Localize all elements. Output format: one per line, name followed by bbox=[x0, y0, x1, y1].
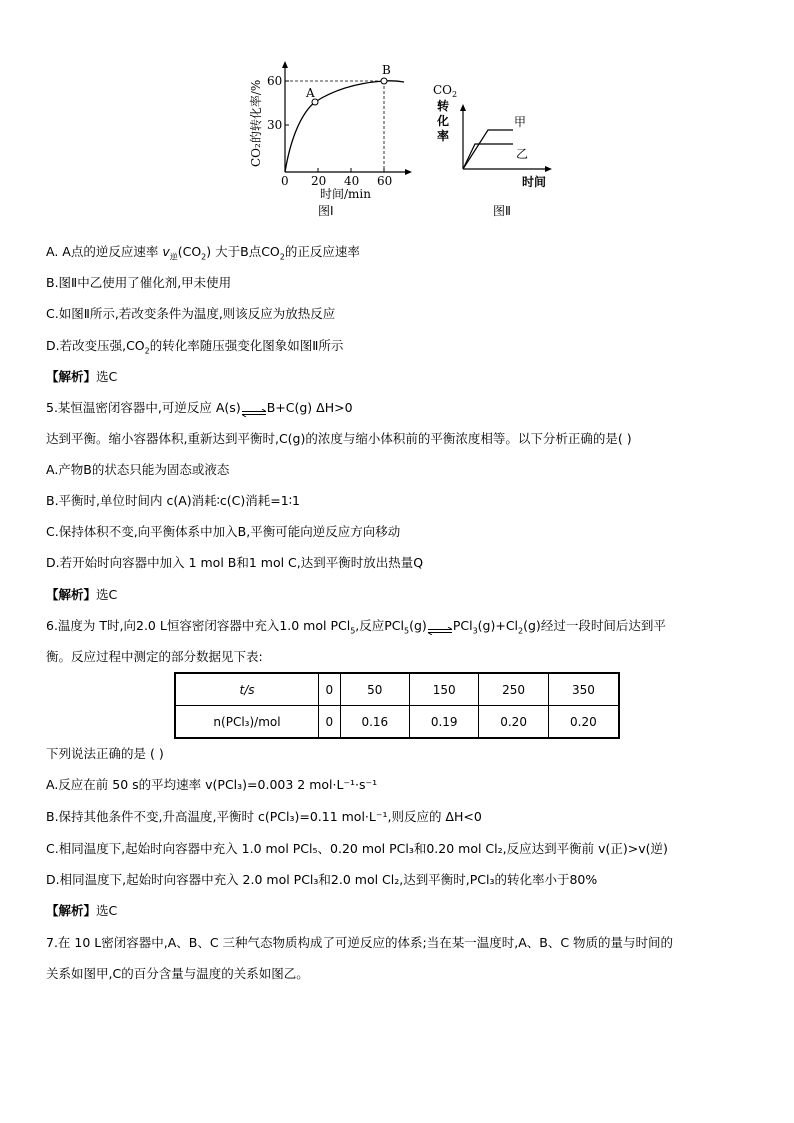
q4-analysis: 【解析】选C bbox=[46, 369, 118, 384]
q5-analysis: 【解析】选C bbox=[46, 587, 118, 602]
q4-option-c: C.如图Ⅱ所示,若改变条件为温度,则该反应为放热反应 bbox=[46, 306, 336, 321]
fig1-label-b: B bbox=[382, 63, 391, 77]
fig1-point-b bbox=[381, 78, 387, 84]
fig2-caption: 图Ⅱ bbox=[493, 204, 511, 218]
q6-stem: 6.温度为 T时,向2.0 L恒容密闭容器中充入1.0 mol PCl$_5$,反应PCl$_5$(g) $PCl_3(g)+Cl_2(g)$经过一段时间后达到平 bbox=[46, 618, 666, 636]
fig1-xtick-label-40: 40 bbox=[344, 174, 360, 188]
q7-stem-line1: 7.在 10 L密闭容器中,A、B、C 三种气态物质构成了可逆反应的体系;当在某一温度时,A、B、C 物质的量与时间的 bbox=[46, 935, 674, 950]
table-cell: 0 bbox=[319, 673, 341, 706]
q5-option-b: B.平衡时,单位时间内 c(A)消耗∶c(C)消耗=1∶1 bbox=[46, 493, 300, 508]
q6-option-d: D.相同温度下,起始时向容器中充入 2.0 mol PCl₃和2.0 mol Cl₂,达到平衡时,PCl₃的转化率小于80% bbox=[46, 872, 598, 887]
fig2-label-jia: 甲 bbox=[514, 115, 527, 129]
fig1-ytick-label-30: 30 bbox=[267, 118, 283, 132]
table-cell: 350 bbox=[548, 673, 619, 706]
table-cell: 0.19 bbox=[410, 706, 479, 739]
fig1-label-a: A bbox=[306, 86, 315, 100]
fig2-y-label-co2: $CO_2$ bbox=[433, 83, 458, 99]
q4-option-b: B.图Ⅱ中乙使用了催化剂,甲未使用 bbox=[46, 275, 232, 290]
fig1-x-arrow bbox=[405, 169, 412, 175]
fig2-curve-jia bbox=[463, 130, 513, 169]
table-cell: 250 bbox=[479, 673, 548, 706]
table-cell: 0.20 bbox=[479, 706, 548, 739]
table-cell: 150 bbox=[410, 673, 479, 706]
table-row bbox=[175, 673, 619, 706]
q6-option-a: A.反应在前 50 s的平均速率 v(PCl₃)=0.003 2 mol·L⁻¹·s⁻¹ bbox=[46, 777, 378, 792]
table-cell: 0.16 bbox=[340, 706, 409, 739]
fig1-xtick-label-60: 60 bbox=[377, 174, 393, 188]
q5-option-d: D.若开始时向容器中加入 1 mol B和1 mol C,达到平衡时放出热量Q bbox=[46, 555, 424, 570]
fig1-ytick-label-60: 60 bbox=[267, 74, 283, 88]
q6-option-c: C.相同温度下,起始时向容器中充入 1.0 mol PCl₅、0.20 mol PCl₃和0.20 mol Cl₂,反应达到平衡前 v(正)>v(逆) bbox=[46, 841, 668, 856]
fig2-label-yi: 乙 bbox=[516, 147, 529, 161]
fig1-curve bbox=[285, 81, 404, 172]
q6-analysis: 【解析】选C bbox=[46, 903, 118, 918]
equilibrium-arrow-icon bbox=[241, 405, 267, 413]
fig1-caption: 图Ⅰ bbox=[318, 204, 334, 218]
q7-stem-line2: 关系如图甲,C的百分含量与温度的关系如图乙。 bbox=[46, 966, 309, 981]
q6-stem-line2: 衡。反应过程中测定的部分数据见下表: bbox=[46, 649, 263, 664]
q4-option-a: A. A点的逆反应速率 $v_逆(CO_2)$ 大于B点$CO_2$的正反应速率 bbox=[46, 244, 360, 262]
table-cell: 0 bbox=[319, 706, 341, 739]
q4-option-d: D.若改变压强$,CO_2$的转化率随压强变化图象如图Ⅱ所示 bbox=[46, 338, 344, 356]
table-cell: 50 bbox=[340, 673, 409, 706]
q6-question: 下列说法正确的是 ( ) bbox=[46, 746, 164, 761]
q6-data-table bbox=[174, 672, 620, 739]
q6-option-b: B.保持其他条件不变,升高温度,平衡时 c(PCl₃)=0.11 mol·L⁻¹,则反应的 ΔH<0 bbox=[46, 809, 482, 824]
fig2-x-axis-label: 时间 bbox=[522, 175, 547, 189]
table-cell: 0.20 bbox=[548, 706, 619, 739]
fig2-y-label-hua: 化 bbox=[437, 114, 450, 128]
fig1-xtick-label-20: 20 bbox=[311, 174, 327, 188]
fig2-x-arrow bbox=[545, 166, 552, 172]
fig1-y-arrow bbox=[282, 61, 288, 68]
q5-option-a: A.产物B的状态只能为固态或液态 bbox=[46, 462, 230, 477]
table-cell: n(PCl₃)/mol bbox=[175, 706, 319, 739]
fig1-xtick-label-0: 0 bbox=[281, 174, 289, 188]
fig2-y-label-lv: 率 bbox=[437, 129, 450, 143]
equilibrium-arrow-icon bbox=[427, 623, 453, 631]
q5-stem-line2: 达到平衡。缩小容器体积,重新达到平衡时,C(g)的浓度与缩小体积前的平衡浓度相等。以下分析正确的是( ) bbox=[46, 431, 632, 446]
fig1-y-axis-label: CO₂的转化率/% bbox=[249, 79, 263, 167]
fig2-y-label-zhuan: 转 bbox=[437, 99, 450, 113]
fig2-y-arrow bbox=[460, 104, 466, 111]
table-row bbox=[175, 706, 619, 739]
q5-stem: 5.某恒温密闭容器中,可逆反应 A(s) B+C(g) ΔH>0 bbox=[46, 400, 353, 415]
q5-option-c: C.保持体积不变,向平衡体系中加入B,平衡可能向逆反应方向移动 bbox=[46, 524, 401, 539]
figure-2-conversion-vs-time bbox=[428, 78, 558, 193]
table-cell: t/s bbox=[175, 673, 319, 706]
fig1-x-axis-label: 时间/min bbox=[320, 187, 371, 201]
figure-1-conversion-vs-time bbox=[240, 55, 420, 205]
